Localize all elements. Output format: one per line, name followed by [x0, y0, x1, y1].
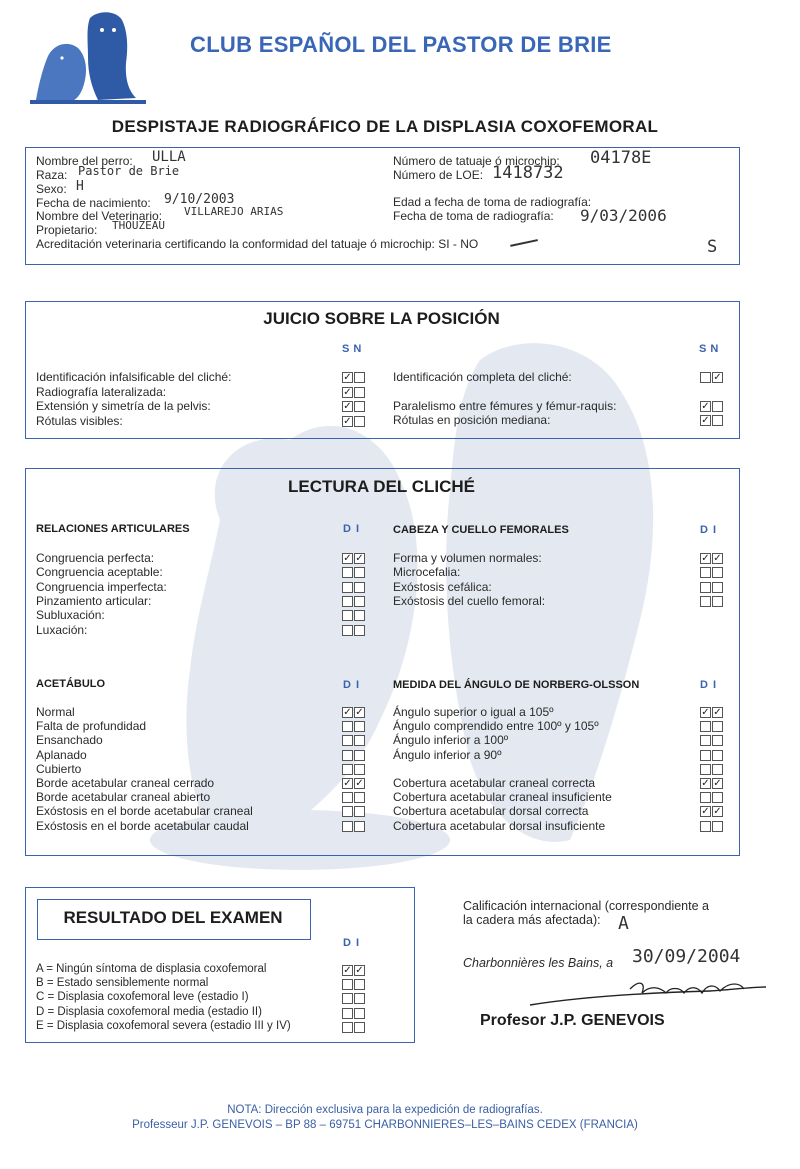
checkbox-d[interactable] — [342, 750, 353, 761]
checkbox-i[interactable] — [712, 567, 723, 578]
checkbox-d[interactable]: ✓ — [343, 965, 352, 976]
di-header-acetabulo: D I — [343, 679, 361, 691]
checkbox-i[interactable] — [712, 582, 723, 593]
checkbox-n[interactable] — [354, 416, 365, 427]
calificacion-line1: Calificación internacional (correspondiente a — [463, 899, 709, 913]
checklist-item-label: Cubierto — [36, 761, 82, 776]
checkbox-d[interactable] — [342, 1008, 353, 1019]
checklist-item-label: Identificación completa del cliché: — [393, 370, 572, 384]
checkbox-i[interactable] — [354, 582, 365, 593]
checkbox-d[interactable] — [700, 821, 711, 832]
checklist-item-label: Normal — [36, 705, 75, 719]
checkbox-i[interactable] — [354, 764, 365, 775]
checklist-item-label: Pinzamiento articular: — [36, 593, 152, 608]
checkbox-s[interactable]: ✓ — [701, 401, 710, 412]
checkbox-s[interactable]: ✓ — [343, 386, 352, 398]
loe-label: Número de LOE: — [393, 168, 484, 182]
checkbox-d[interactable] — [700, 596, 711, 607]
checkbox-d[interactable] — [342, 1022, 353, 1033]
checklist-item-label: Cobertura acetabular craneal insuficiente — [393, 790, 612, 805]
checkbox-d[interactable]: ✓ — [701, 778, 710, 789]
sn-header-left: SN — [342, 343, 366, 355]
checkbox-d[interactable] — [342, 582, 353, 593]
checkbox-i[interactable]: ✓ — [355, 965, 364, 976]
fecha-rx-label: Fecha de toma de radiografía: — [393, 209, 554, 223]
checkbox-d[interactable] — [700, 721, 711, 732]
raza-value: Pastor de Brie — [78, 164, 180, 178]
resultado-title: RESULTADO DEL EXAMEN — [63, 908, 283, 927]
checkbox-i[interactable]: ✓ — [355, 707, 364, 718]
checkbox-n[interactable] — [712, 401, 723, 412]
checklist-item-label: Congruencia imperfecta: — [36, 579, 167, 594]
checklist-item-label: Cobertura acetabular dorsal insuficiente — [393, 818, 606, 833]
checkbox-d[interactable] — [342, 993, 353, 1004]
fecha-firma-value: 30/09/2004 — [632, 946, 741, 967]
checklist-item-label: B = Estado sensiblemente normal — [36, 977, 209, 990]
nacimiento-label: Fecha de nacimiento: — [36, 196, 151, 210]
tatuaje-value: 04178E — [590, 148, 652, 168]
checklist-item-label: Exóstosis cefálica: — [393, 579, 492, 594]
checkbox-s[interactable]: ✓ — [343, 372, 352, 383]
di-header-cabeza: D I — [700, 524, 718, 536]
checkbox-i[interactable] — [712, 735, 723, 746]
checkbox-d[interactable] — [342, 567, 353, 578]
checkbox-n[interactable] — [354, 401, 365, 412]
checklist-item-label: Radiografía lateralizada: — [36, 384, 167, 399]
checkbox-d[interactable] — [342, 596, 353, 607]
checkbox-n[interactable] — [354, 387, 365, 398]
checklist-item-label: Falta de profundidad — [36, 719, 147, 734]
checklist-item-label: Ángulo superior o igual a 105º — [393, 705, 554, 719]
checkbox-s[interactable]: ✓ — [701, 415, 710, 426]
checkbox-i[interactable]: ✓ — [713, 778, 722, 789]
briard-dogs-logo-icon — [28, 8, 148, 104]
checkbox-i[interactable] — [354, 567, 365, 578]
footer-note-line2: Professeur J.P. GENEVOIS – BP 88 – 69751 CHARBONNIERES–LES–BAINS CEDEX (FRANCIA) — [132, 1119, 638, 1131]
checkbox-i[interactable] — [354, 993, 365, 1004]
checkbox-d[interactable] — [342, 735, 353, 746]
checkbox-i[interactable] — [712, 750, 723, 761]
norberg-heading: MEDIDA DEL ÁNGULO DE NORBERG-OLSSON — [393, 679, 640, 691]
checklist-item-label: Identificación infalsificable del cliché: — [36, 370, 232, 384]
signature-icon — [520, 975, 780, 1015]
profesor-name: Profesor J.P. GENEVOIS — [480, 1012, 665, 1029]
checkbox-s[interactable]: ✓ — [343, 415, 352, 427]
lugar-label: Charbonnières les Bains, a — [463, 956, 614, 970]
checkbox-i[interactable]: ✓ — [713, 707, 722, 718]
checkbox-d[interactable] — [700, 792, 711, 803]
checklist-item-label: Exóstosis en el borde acetabular caudal — [36, 818, 249, 833]
checkbox-d[interactable] — [342, 764, 353, 775]
checkbox-d[interactable]: ✓ — [701, 806, 710, 818]
checklist-item-label: Extensión y simetría de la pelvis: — [36, 399, 211, 413]
checklist-item-label: Ángulo comprendido entre 100º y 105º — [393, 719, 599, 734]
checkbox-d[interactable] — [700, 750, 711, 761]
club-title: CLUB ESPAÑOL DEL PASTOR DE BRIE — [190, 32, 612, 57]
checklist-item-label: Cobertura acetabular dorsal correcta — [393, 804, 589, 819]
footer-note-line1: NOTA: Dirección exclusiva para la expedición de radiografías. — [227, 1104, 543, 1116]
checkbox-d[interactable] — [700, 764, 711, 775]
checklist-item-label: D = Displasia coxofemoral media (estadio II) — [36, 1005, 262, 1018]
checklist-item-label: C = Displasia coxofemoral leve (estadio I) — [36, 991, 249, 1004]
checkbox-i[interactable] — [354, 806, 365, 817]
checkbox-d[interactable] — [342, 979, 353, 990]
checkbox-d[interactable] — [700, 735, 711, 746]
di-header-relaciones: D I — [343, 523, 361, 535]
checkbox-n[interactable] — [712, 415, 723, 426]
checkbox-d[interactable] — [342, 625, 353, 636]
checklist-item-label: Borde acetabular craneal cerrado — [36, 776, 215, 790]
acreditacion-label: Acreditación veterinaria certificando la conformidad del tatuaje ó microchip: SI - NO — [36, 237, 479, 251]
checkbox-i[interactable] — [354, 821, 365, 832]
checklist-item-label: Ángulo inferior a 100º — [393, 733, 509, 748]
raza-label: Raza: — [36, 168, 68, 182]
nombre-label: Nombre del perro: — [36, 154, 133, 168]
checkbox-d[interactable] — [342, 806, 353, 817]
checklist-item-label: Borde acetabular craneal abierto — [36, 790, 211, 805]
checklist-item-label: Congruencia aceptable: — [36, 565, 163, 580]
di-header-norberg: D I — [700, 679, 718, 691]
checklist-item-label: Microcefalia: — [393, 565, 461, 580]
checkbox-d[interactable]: ✓ — [343, 778, 352, 789]
loe-value: 1418732 — [492, 163, 564, 183]
posicion-title: JUICIO SOBRE LA POSICIÓN — [263, 309, 500, 328]
checkbox-i[interactable] — [712, 596, 723, 607]
nombre-value: ULLA — [152, 149, 186, 165]
checkbox-i[interactable]: ✓ — [355, 553, 364, 564]
checkbox-i[interactable] — [354, 792, 365, 803]
propietario-value: THOUZEAU — [112, 219, 165, 232]
checklist-item-label: Exóstosis en el borde acetabular craneal — [36, 804, 253, 819]
checkbox-i[interactable]: ✓ — [713, 806, 722, 818]
checkbox-i[interactable] — [354, 625, 365, 636]
checkbox-i[interactable] — [712, 792, 723, 803]
sn-header-right: SN — [699, 343, 723, 355]
checkbox-i[interactable] — [712, 764, 723, 775]
checkbox-d[interactable]: ✓ — [343, 553, 352, 564]
checkbox-i[interactable] — [354, 979, 365, 990]
nacimiento-value: 9/10/2003 — [164, 192, 235, 207]
checklist-item-label: Rótulas en posición mediana: — [393, 413, 551, 427]
lectura-title: LECTURA DEL CLICHÉ — [288, 477, 475, 496]
checkbox-n[interactable]: ✓ — [713, 372, 722, 383]
checkbox-d[interactable]: ✓ — [343, 707, 352, 718]
checkbox-i[interactable] — [354, 596, 365, 607]
checkbox-i[interactable] — [354, 735, 365, 746]
checklist-item-label: Ángulo inferior a 90º — [393, 747, 502, 762]
checklist-item-label: Subluxación: — [36, 608, 105, 623]
checkbox-d[interactable]: ✓ — [701, 553, 710, 564]
checkbox-d[interactable] — [700, 582, 711, 593]
checkbox-d[interactable] — [342, 821, 353, 832]
cabeza-heading: CABEZA Y CUELLO FEMORALES — [393, 524, 569, 536]
checkbox-n[interactable] — [354, 372, 365, 383]
edad-label: Edad a fecha de toma de radiografía: — [393, 195, 592, 209]
checkbox-d[interactable]: ✓ — [701, 707, 710, 718]
checkbox-s[interactable]: ✓ — [343, 401, 352, 412]
checkbox-i[interactable] — [354, 750, 365, 761]
checklist-item-label: A = Ningún síntoma de displasia coxofemoral — [36, 963, 267, 975]
checkbox-d[interactable] — [700, 567, 711, 578]
checkbox-i[interactable] — [712, 721, 723, 732]
checkbox-i[interactable] — [354, 721, 365, 732]
veterinario-label: Nombre del Veterinario: — [36, 209, 163, 223]
checklist-item-label: Exóstosis del cuello femoral: — [393, 593, 546, 608]
tatuaje-label: Número de tatuaje ó microchip: — [393, 154, 560, 168]
form-title: DESPISTAJE RADIOGRÁFICO DE LA DISPLASIA COXOFEMORAL — [111, 117, 659, 136]
checkbox-d[interactable] — [342, 610, 353, 621]
checkbox-i[interactable] — [354, 1022, 365, 1033]
checklist-item-label: Congruencia perfecta: — [36, 551, 155, 565]
checklist-item-label: Aplanado — [36, 747, 87, 762]
checkbox-s[interactable] — [700, 372, 711, 383]
checklist-item-label: Rótulas visibles: — [36, 413, 123, 428]
checkbox-i[interactable] — [712, 821, 723, 832]
checkbox-i[interactable]: ✓ — [355, 778, 364, 789]
sexo-value: H — [76, 179, 84, 194]
checkbox-d[interactable] — [342, 721, 353, 732]
fecha-rx-value: 9/03/2006 — [580, 206, 667, 225]
calificacion-value: A — [618, 913, 629, 934]
sexo-label: Sexo: — [36, 182, 67, 196]
checkbox-i[interactable] — [354, 1008, 365, 1019]
checklist-item-label: Ensanchado — [36, 733, 103, 748]
veterinario-value: VILLAREJO ARIAS — [184, 205, 284, 218]
propietario-label: Propietario: — [36, 223, 98, 237]
acetabulo-heading: ACETÁBULO — [36, 678, 106, 690]
checkbox-i[interactable] — [354, 610, 365, 621]
checklist-item-label: Paralelismo entre fémures y fémur-raquis: — [393, 399, 617, 413]
di-header-resultado: D I — [343, 937, 361, 949]
checkbox-d[interactable] — [342, 792, 353, 803]
checklist-item-label: Cobertura acetabular craneal correcta — [393, 776, 596, 790]
checklist-item-label: Luxación: — [36, 622, 88, 637]
relaciones-heading: RELACIONES ARTICULARES — [36, 523, 190, 535]
checklist-item-label: Forma y volumen normales: — [393, 551, 542, 565]
mark-s: S — [707, 237, 718, 257]
checkbox-i[interactable]: ✓ — [713, 553, 722, 564]
calificacion-line2: la cadera más afectada): — [463, 913, 601, 927]
checklist-item-label: E = Displasia coxofemoral severa (estadio III y IV) — [36, 1019, 291, 1032]
